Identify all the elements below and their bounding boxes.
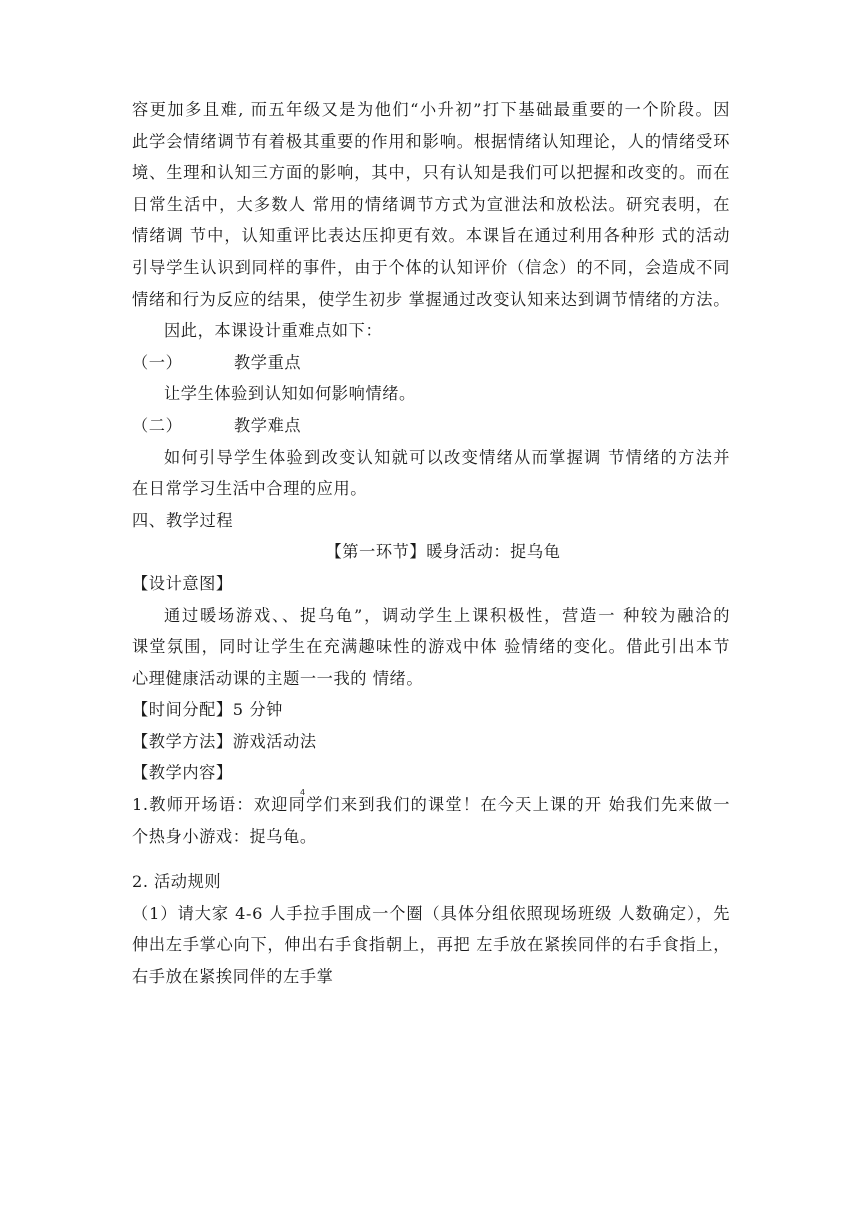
item-two bbox=[132, 866, 730, 898]
item-one bbox=[132, 789, 730, 852]
page-number: 4 bbox=[300, 788, 306, 797]
difficult-point-number: （二） bbox=[132, 415, 183, 435]
intro-line: 情绪调 节中，认知重评比表达压抑更有效。本课旨在通过利用各种形 式的活动 bbox=[132, 226, 730, 246]
design-intent-line: 课堂氛围，同时让学生在充满趣味性的游戏中体 验情绪的变化。借此引出本节 bbox=[132, 637, 730, 657]
intro-line: 此学会情绪调节有着极其重要的作用和影响。根据情绪认知理论，人的情绪受环 bbox=[132, 131, 730, 151]
difficult-point-heading bbox=[132, 410, 730, 442]
teaching-content-label: 【教学内容】 bbox=[132, 763, 233, 783]
intro-line: 情绪和行为反应的结果，使学生初步 掌握通过改变认知来达到调节情绪的方法。 bbox=[132, 289, 730, 309]
design-intent-label: 【设计意图】 bbox=[132, 573, 233, 593]
design-intent-line: 心理健康活动课的主题一一我的 情绪。 bbox=[132, 668, 424, 688]
section-four-heading bbox=[132, 505, 730, 537]
item-one-number: 1. bbox=[132, 795, 149, 815]
design-intent-line: 通过暖场游戏、、捉乌龟”，调动学生上课积极性，营造一 种较为融洽的 bbox=[164, 605, 730, 625]
rule-one-line: 伸出左手掌心向下，伸出右手食指朝上，再把 左手放在紧挨同伴的右手食指上， bbox=[132, 935, 730, 955]
section-four-number: 四、 bbox=[132, 510, 166, 530]
difficult-point-content bbox=[132, 442, 730, 505]
key-point-content: 让学生体验到认知如何影响情绪。 bbox=[164, 384, 416, 404]
stage-one-title: 【第一环节】暖身活动：捉乌龟 bbox=[325, 542, 561, 562]
rule-one-line: （1）请大家 4-6 人手拉手围成一个圈（具体分组依照现场班级 人数确定），先 bbox=[132, 903, 730, 923]
rule-one-line: 右手放在紧挨同伴的左手掌 bbox=[132, 967, 334, 987]
design-intent-paragraph bbox=[132, 600, 730, 695]
item-two-title: 活动规则 bbox=[154, 872, 222, 892]
item-one-line bbox=[132, 789, 730, 821]
key-point-title: 教学重点 bbox=[234, 352, 302, 372]
item-one-text: 教师开场语：欢迎同学们来到我们的课堂！在今天上课的开 始我们先来做一 bbox=[148, 795, 730, 815]
design-summary: 因此，本课设计重难点如下： bbox=[164, 321, 383, 341]
section-four-title: 教学过程 bbox=[166, 510, 234, 530]
difficult-point-line: 如何引导学生体验到改变认知就可以改变情绪从而掌握调 节情绪的方法并 bbox=[164, 447, 730, 467]
intro-line: 日常生活中，大多数人 常用的情绪调节方式为宣泄法和放松法。研究表明，在 bbox=[132, 194, 730, 214]
time-allocation: 【时间分配】5 分钟 bbox=[132, 700, 283, 720]
difficult-point-title: 教学难点 bbox=[234, 415, 302, 435]
intro-line: 引导学生认识到同样的事件，由于个体的认知评价（信念）的不同，会造成不同 bbox=[132, 257, 730, 277]
item-one-line: 个热身小游戏：捉乌龟。 bbox=[132, 826, 317, 846]
document-page bbox=[132, 94, 730, 993]
intro-paragraph bbox=[132, 94, 730, 315]
intro-line: 容更加多且难, 而五年级又是为他们“小升初”打下基础最重要的一个阶段。因 bbox=[132, 100, 730, 119]
teaching-method: 【教学方法】游戏活动法 bbox=[132, 731, 317, 751]
rule-one-paragraph bbox=[132, 898, 730, 993]
difficult-point-line: 在日常学习生活中合理的应用。 bbox=[132, 479, 368, 499]
key-point-heading bbox=[132, 347, 730, 379]
key-point-number: （一） bbox=[132, 352, 183, 372]
intro-line: 境、生理和认知三方面的影响，其中，只有认知是我们可以把握和改变的。而在 bbox=[132, 163, 730, 183]
item-two-number: 2. bbox=[132, 872, 149, 892]
